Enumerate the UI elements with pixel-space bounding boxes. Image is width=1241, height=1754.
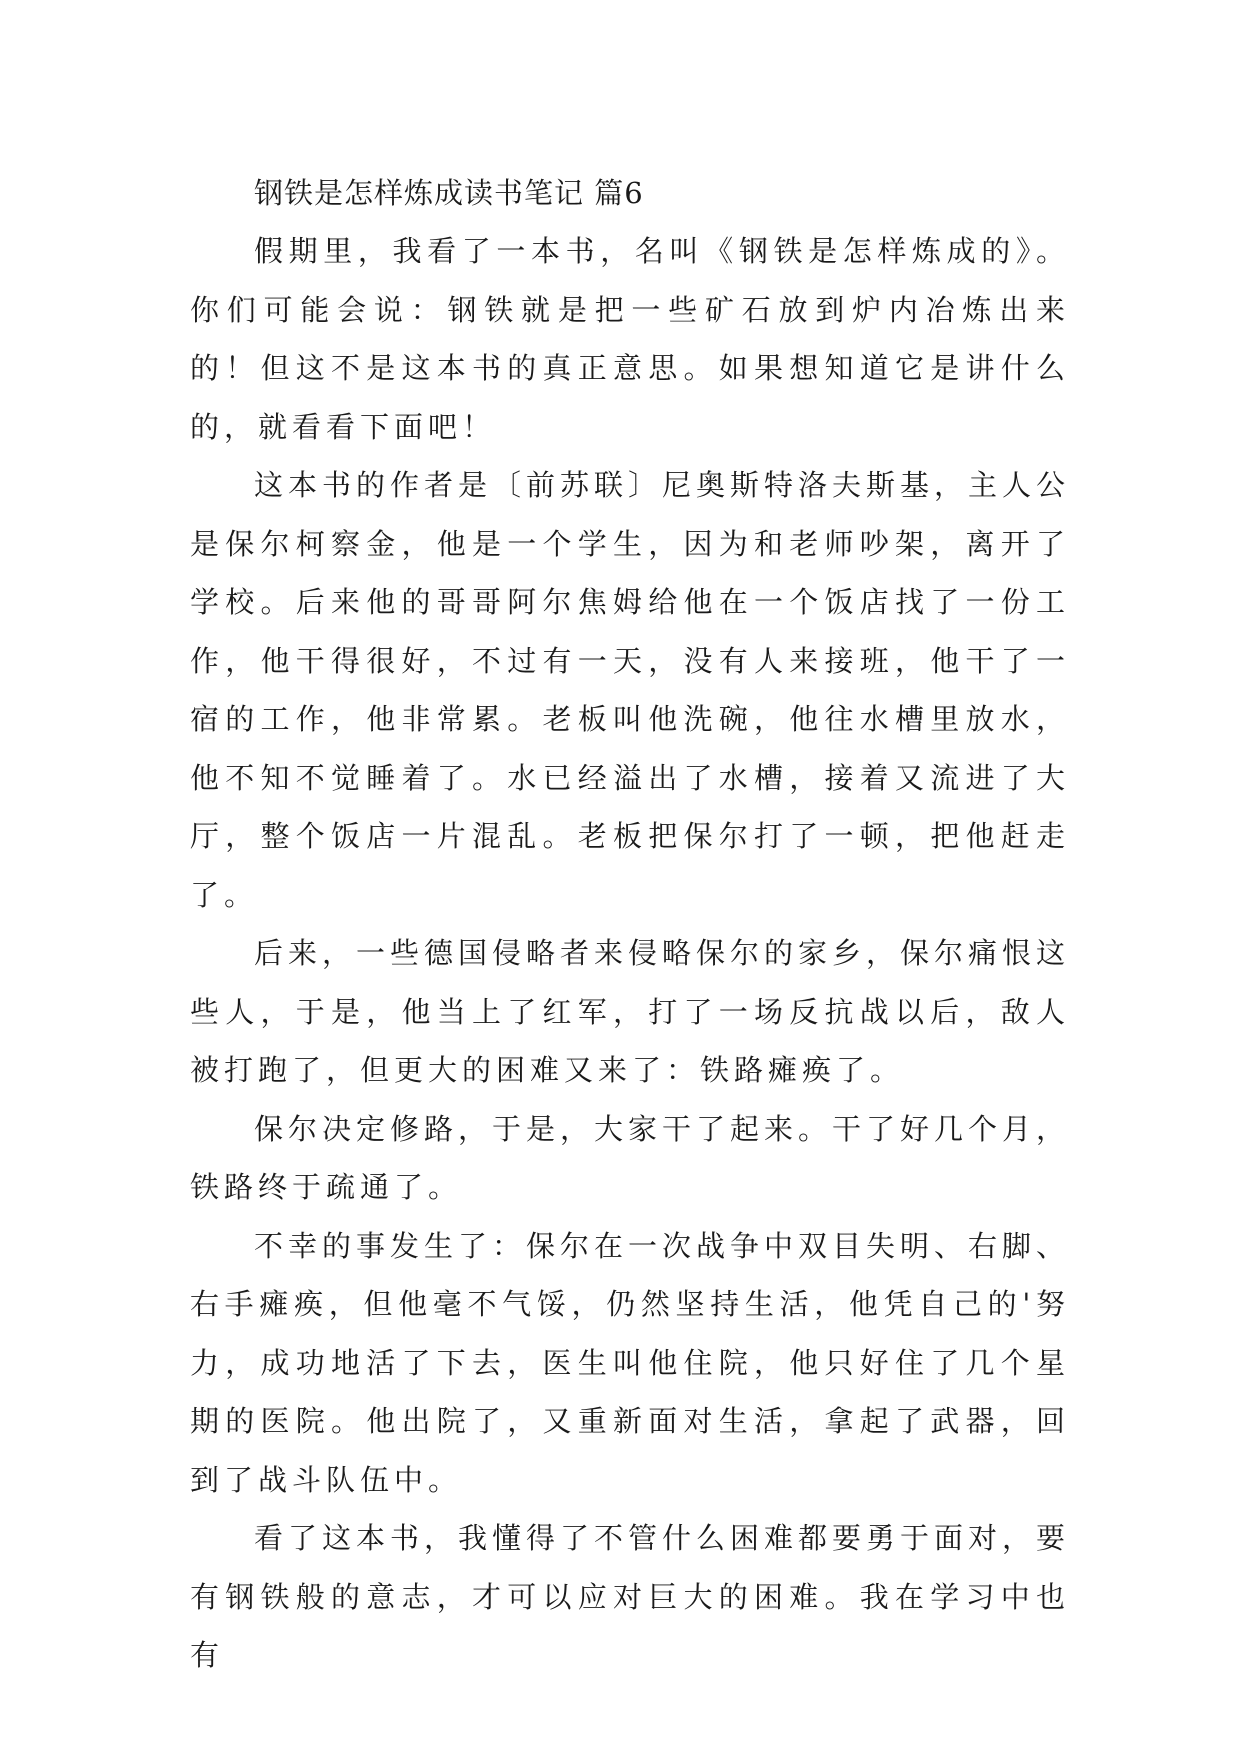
- document-title: 钢铁是怎样炼成读书笔记 篇6: [254, 176, 644, 210]
- document-body: [190, 164, 1070, 1685]
- paragraph-6: 看了这本书，我懂得了不管什么困难都要勇于面对，要有钢铁般的意志，才可以应对巨大的困难。我在学习中也有: [190, 1521, 1071, 1672]
- paragraph-4: 保尔决定修路，于是，大家干了起来。干了好几个月，铁路终于疏通了。: [190, 1111, 1071, 1204]
- paragraph-2: 这本书的作者是〔前苏联〕尼奥斯特洛夫斯基，主人公是保尔柯察金，他是一个学生，因为和老师吵架，离开了学校。后来他的哥哥阿尔焦姆给他在一个饭店找了一份工作，他干得很好，不过有一天，没有人来接班，他干了一宿的工作，他非常累。老板叫他洗碗，他往水槽里放水，他不知不觉睡着了。水已经溢出了水槽，接着又流进了大厅，整个饭店一片混乱。老板把保尔打了一顿，把他赶走了。: [190, 468, 1071, 912]
- paragraph-5: 不幸的事发生了：保尔在一次战争中双目失明、右脚、右手瘫痪，但他毫不气馁，仍然坚持生活，他凭自己的'努力，成功地活了下去，医生叫他住院，他只好住了几个星期的医院。他出院了，又重新面对生活，拿起了武器，回到了战斗队伍中。: [190, 1228, 1071, 1497]
- paragraph-3: 后来，一些德国侵略者来侵略保尔的家乡，保尔痛恨这些人，于是，他当上了红军，打了一场反抗战以后，敌人被打跑了，但更大的困难又来了：铁路瘫痪了。: [190, 936, 1071, 1087]
- paragraph-1: 假期里，我看了一本书，名叫《钢铁是怎样炼成的》。你们可能会说：钢铁就是把一些矿石放到炉内冶炼出来的！但这不是这本书的真正意思。如果想知道它是讲什么的，就看看下面吧！: [190, 234, 1070, 444]
